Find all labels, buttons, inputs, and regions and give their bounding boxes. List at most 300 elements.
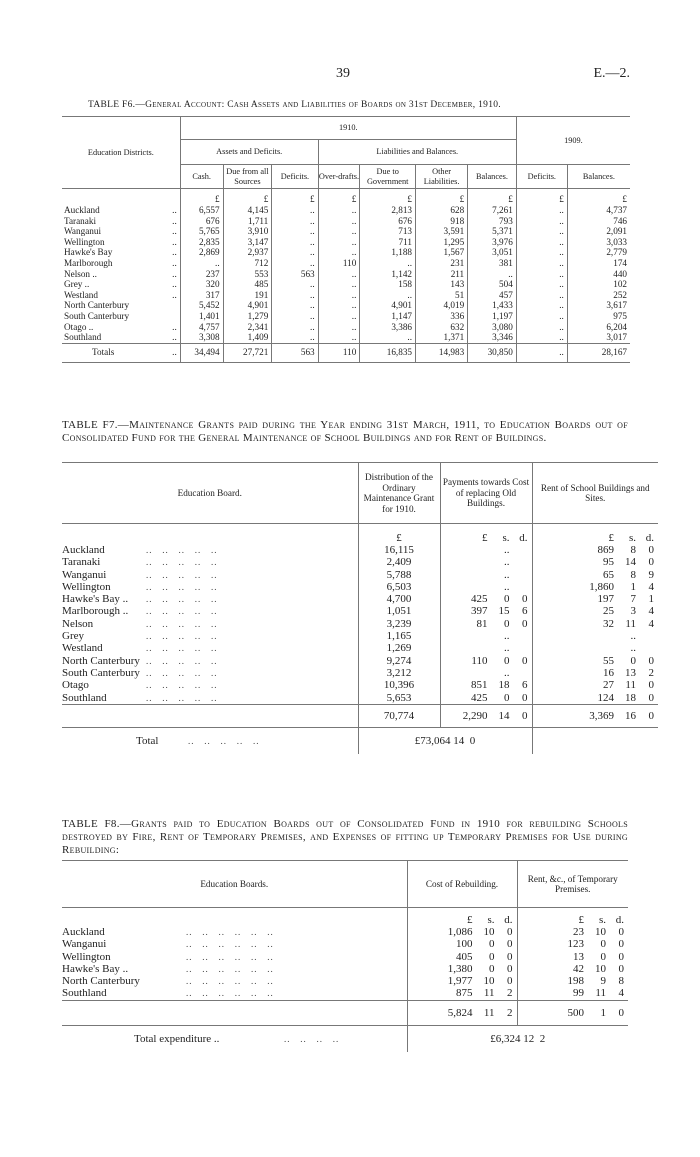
- f7-board-name: Nelson .. .. .. .. ..: [62, 618, 358, 630]
- f6-cell: 5,765: [180, 226, 223, 237]
- f6-cell: 2,813: [360, 205, 416, 216]
- f6-cell: ..: [516, 205, 567, 216]
- f6-cell: ..: [318, 300, 360, 311]
- f6-cell: ..: [318, 290, 360, 301]
- f8-cost-cell: 1,977 10 0: [407, 975, 517, 987]
- table-row: [62, 963, 628, 975]
- f6-cell: 712: [223, 258, 272, 269]
- f6-cell: 553: [223, 269, 272, 280]
- f7-col-rent: Rent of School Buildings and Sites.: [540, 482, 650, 503]
- f7-board-name: Taranaki .. .. .. .. ..: [62, 556, 358, 568]
- f7-distribution-cell: 5,788: [358, 569, 440, 581]
- f7-payment-cell: ..: [440, 556, 532, 568]
- f7-subtotal-distribution: 70,774: [358, 704, 440, 727]
- f7-distribution-cell: 1,165: [358, 630, 440, 642]
- f7-total-row: [62, 727, 658, 754]
- f6-cell: 174: [613, 257, 627, 268]
- f6-cell: 1,711: [223, 216, 272, 227]
- f7-board-name: South Canterbury .. .. .. .. ..: [62, 667, 358, 679]
- f7-unit-lsd: £ s. d.: [608, 531, 654, 544]
- f6-total-cell: ..: [516, 343, 567, 362]
- table-row: [62, 247, 630, 258]
- f8-rent-cell: 13 0 0: [573, 950, 624, 963]
- f6-cell: 485: [223, 279, 272, 290]
- f6-total-cell: 27,721: [223, 343, 272, 362]
- f8-board-name: Hawke's Bay .. .. .. .. .. .. ..: [62, 963, 407, 975]
- f8-cost-cell: 1,086 10 0: [407, 926, 517, 938]
- f7-payment-cell: 425 0 0: [440, 692, 532, 705]
- f6-cell: ..: [468, 269, 517, 280]
- f8-rent-cell: 198 9 8: [567, 975, 624, 988]
- f7-distribution-cell: 1,051: [358, 605, 440, 617]
- f8-total-label: Total expenditure .. .. .. .. ..: [62, 1025, 407, 1052]
- f7-payment-cell: ..: [440, 642, 532, 654]
- f8-cost-cell: 1,380 0 0: [407, 963, 517, 975]
- f8-rent-cell: 42 10 0: [573, 962, 624, 975]
- f6-cell: ..: [272, 226, 318, 237]
- f7-rent-cell: 1,860 1 4: [589, 580, 654, 593]
- f8-board-name: Auckland .. .. .. .. .. ..: [62, 926, 407, 938]
- table-row: [62, 926, 628, 938]
- f8-board-name: Wanganui .. .. .. .. .. ..: [62, 938, 407, 950]
- f8-total-value: £6,324 12 2: [490, 1032, 546, 1045]
- f6-cell: 711: [360, 237, 416, 248]
- f6-cell: 1,433: [468, 300, 517, 311]
- f6-cell: 1,197: [468, 311, 517, 322]
- f6-cell: 381: [468, 258, 517, 269]
- f6-cell: 746: [613, 215, 627, 226]
- f6-cell: 1,279: [223, 311, 272, 322]
- f6-cell: ..: [516, 279, 567, 290]
- f8-subtotal-row: [62, 1000, 628, 1025]
- f8-rent-cell: 99 11 4: [573, 987, 624, 1000]
- f8-unit-lsd: £ s. d.: [407, 908, 517, 927]
- f6-cell: 713: [360, 226, 416, 237]
- f7-board-name: Auckland .. .. .. .. ..: [62, 544, 358, 556]
- f6-col-head: Other Liabilities.: [416, 165, 468, 189]
- f6-cell: 317: [180, 290, 223, 301]
- f6-cell: ..: [272, 300, 318, 311]
- f7-board-name: Southland .. .. .. .. ..: [62, 692, 358, 705]
- f7-board-name: Westland .. .. .. .. ..: [62, 642, 358, 654]
- f6-cell: 191: [223, 290, 272, 301]
- table-f7: [62, 462, 658, 754]
- f6-group-liabilities: Liabilities and Balances.: [318, 140, 516, 165]
- f6-cell: 143: [416, 279, 468, 290]
- table-f7-title: TABLE F7.—Maintenance Grants paid during the Year ending 31st March, 1911, to Education Boards out of Consolidated Fund for the General Maintenance of School Buildings and for Rent of Buildings.: [62, 419, 628, 444]
- f6-district-name: Marlborough ..: [62, 258, 180, 269]
- page-header: [0, 66, 700, 86]
- table-row: [62, 322, 630, 333]
- f6-cell: ..: [318, 269, 360, 280]
- f6-cell: 320: [180, 279, 223, 290]
- f6-district-name: Auckland ..: [62, 205, 180, 216]
- f7-board-name: North Canterbury .. .. .. .. ..: [62, 655, 358, 667]
- f6-cell: 676: [180, 216, 223, 227]
- f6-cell: 3,308: [180, 332, 223, 343]
- f6-cell: 5,452: [180, 300, 223, 311]
- f6-cell: 51: [416, 290, 468, 301]
- f6-cell: ..: [516, 247, 567, 258]
- f8-cost-cell: 405 0 0: [407, 951, 517, 963]
- f6-cell: ..: [318, 332, 360, 343]
- f7-payment-cell: 81 0 0: [440, 618, 532, 630]
- f6-cell: ..: [318, 322, 360, 333]
- f7-unit-pound: £: [358, 524, 440, 545]
- f6-totals-row: [62, 343, 630, 362]
- f6-cell: ..: [516, 216, 567, 227]
- f6-cell: 4,757: [180, 322, 223, 333]
- f7-rent-cell: 65 8 9: [603, 568, 654, 581]
- f6-col-head: Deficits.: [516, 165, 567, 189]
- f7-unit-lsd: £ s. d.: [440, 524, 532, 545]
- f7-payment-cell: ..: [440, 544, 532, 556]
- f7-rent-cell: ..: [630, 630, 636, 643]
- f6-cell: 3,051: [468, 247, 517, 258]
- f6-district-name: Wanganui ..: [62, 226, 180, 237]
- f6-cell: 4,901: [223, 300, 272, 311]
- f6-cell: 2,341: [223, 322, 272, 333]
- f6-total-cell: 34,494: [180, 343, 223, 362]
- f7-payment-cell: 851 18 6: [440, 679, 532, 691]
- table-row: [62, 692, 658, 705]
- table-row: [62, 618, 658, 630]
- f7-board-name: Grey .. .. .. .. ..: [62, 630, 358, 642]
- table-row: [62, 630, 658, 642]
- f6-cell: ..: [516, 269, 567, 280]
- f6-total-cell: 563: [272, 343, 318, 362]
- f6-cell: 440: [613, 268, 627, 279]
- f6-currency-symbol: £: [360, 189, 416, 206]
- f6-cell: 3,386: [360, 322, 416, 333]
- f6-cell: ..: [318, 279, 360, 290]
- f6-totals-label: Totals ..: [62, 343, 180, 362]
- f7-board-name: Marlborough .. .. .. .. .. ..: [62, 605, 358, 617]
- f8-rent-cell: 23 10 0: [573, 926, 624, 938]
- f6-cell: ..: [516, 311, 567, 322]
- f7-col-payments: Payments towards Cost of replacing Old Buildings.: [440, 463, 532, 524]
- f6-cell: 2,835: [180, 237, 223, 248]
- f6-cell: 1,147: [360, 311, 416, 322]
- f6-district-name: Southland ..: [62, 332, 180, 343]
- table-row: [62, 279, 630, 290]
- f6-cell: 3,910: [223, 226, 272, 237]
- f6-cell: ..: [272, 237, 318, 248]
- f8-subtotal-cost: 5,824 11 2: [407, 1000, 517, 1025]
- f6-cell: ..: [360, 332, 416, 343]
- f6-cell: 3,033: [606, 236, 627, 247]
- f6-cell: ..: [318, 216, 360, 227]
- table-row: [62, 269, 630, 280]
- f8-subtotal-rent: 500 1 0: [567, 1006, 624, 1019]
- table-row: [62, 311, 630, 322]
- f6-currency-symbol: £: [223, 189, 272, 206]
- f8-board-name: Wellington .. .. .. .. .. ..: [62, 951, 407, 963]
- f6-cell: 237: [180, 269, 223, 280]
- f6-total-cell: 16,835: [360, 343, 416, 362]
- f7-rent-cell: 25 3 4: [603, 605, 654, 618]
- f6-cell: ..: [272, 205, 318, 216]
- f8-total-row: [62, 1025, 628, 1052]
- f6-year-1909: 1909.: [564, 135, 583, 145]
- table-row: [62, 938, 628, 950]
- f6-col-head: Balances.: [582, 171, 615, 181]
- f6-cell: 6,204: [606, 321, 627, 332]
- f6-cell: ..: [360, 258, 416, 269]
- f6-total-cell: 30,850: [468, 343, 517, 362]
- f6-cell: 110: [318, 258, 360, 269]
- f6-cell: ..: [516, 332, 567, 343]
- page-number: 39: [336, 66, 350, 81]
- f6-cell: 252: [613, 289, 627, 300]
- f6-total-cell: 14,983: [416, 343, 468, 362]
- f8-board-name: North Canterbury .. .. .. .. .. ..: [62, 975, 407, 987]
- f7-rent-cell: 95 14 0: [603, 556, 654, 569]
- f6-total-cell: 110: [318, 343, 360, 362]
- f6-col-head: Due to Government: [360, 165, 416, 189]
- f6-cell: 5,371: [468, 226, 517, 237]
- f6-currency-symbol: £: [468, 189, 517, 206]
- table-row: [62, 655, 658, 667]
- f7-distribution-cell: 4,700: [358, 593, 440, 605]
- f7-distribution-cell: 2,409: [358, 556, 440, 568]
- f6-cell: 7,261: [468, 205, 517, 216]
- f7-col-board: Education Board.: [62, 463, 358, 524]
- f8-cost-cell: 100 0 0: [407, 938, 517, 950]
- f6-cell: 2,091: [606, 226, 627, 237]
- f6-cell: ..: [272, 258, 318, 269]
- f6-cell: ..: [272, 216, 318, 227]
- f8-unit-row: [62, 908, 628, 927]
- f6-currency-symbol: £: [516, 189, 567, 206]
- f6-cell: ..: [516, 226, 567, 237]
- table-row: [62, 237, 630, 248]
- f7-total-label: Total .. .. .. .. ..: [62, 727, 358, 754]
- f6-group-assets: Assets and Deficits.: [180, 140, 318, 165]
- f7-distribution-cell: 6,503: [358, 581, 440, 593]
- f6-currency-symbol: £: [416, 189, 468, 206]
- f7-rent-cell: 869 8 0: [597, 544, 654, 556]
- f6-cell: ..: [516, 322, 567, 333]
- f6-district-name: North Canterbury: [62, 300, 180, 311]
- f6-col-head: Balances.: [468, 165, 517, 189]
- f6-district-name: Wellington ..: [62, 237, 180, 248]
- f6-col-head: Deficits.: [272, 165, 318, 189]
- f6-cell: ..: [516, 258, 567, 269]
- f7-payment-cell: ..: [440, 667, 532, 679]
- table-row: [62, 569, 658, 581]
- f7-payment-cell: ..: [440, 569, 532, 581]
- f6-district-name: Taranaki ..: [62, 216, 180, 227]
- f6-cell: 3,346: [468, 332, 517, 343]
- f6-district-name: Hawke's Bay ..: [62, 247, 180, 258]
- f7-board-name: Otago .. .. .. .. ..: [62, 679, 358, 691]
- table-f8: [62, 860, 628, 1052]
- f6-cell: 4,901: [360, 300, 416, 311]
- f8-col-board: Education Boards.: [62, 861, 407, 908]
- f6-cell: 676: [360, 216, 416, 227]
- table-row: [62, 226, 630, 237]
- f6-col-district: Education Districts.: [62, 117, 180, 189]
- f7-rent-cell: ..: [630, 642, 636, 655]
- f6-cell: ..: [272, 311, 318, 322]
- f6-cell: 231: [416, 258, 468, 269]
- table-row: [62, 205, 630, 216]
- f7-payment-cell: 397 15 6: [440, 605, 532, 617]
- table-row: [62, 593, 658, 605]
- table-row: [62, 258, 630, 269]
- f6-cell: 4,019: [416, 300, 468, 311]
- f8-rent-cell: 123 0 0: [567, 938, 624, 951]
- f6-cell: ..: [272, 322, 318, 333]
- table-row: [62, 975, 628, 987]
- f6-cell: 457: [468, 290, 517, 301]
- f6-cell: 2,779: [606, 247, 627, 258]
- f6-cell: 6,557: [180, 205, 223, 216]
- f7-subtotal-payments: 2,290 14 0: [440, 704, 532, 727]
- f7-board-name: Wellington .. .. .. .. ..: [62, 581, 358, 593]
- f7-payment-cell: 110 0 0: [440, 655, 532, 667]
- f6-cell: 628: [416, 205, 468, 216]
- f6-total-cell: 28,167: [601, 347, 627, 358]
- table-f6: [62, 116, 630, 363]
- f6-currency-symbol: £: [622, 194, 627, 205]
- document-reference: E.—2.: [593, 66, 630, 81]
- table-row: [62, 642, 658, 654]
- table-f6-title: TABLE F6.—General Account: Cash Assets and Liabilities of Boards on 31st December, 1910.: [88, 100, 501, 110]
- f7-subtotal-row: [62, 704, 658, 727]
- f6-cell: 1,142: [360, 269, 416, 280]
- f6-district-name: Nelson .. ..: [62, 269, 180, 280]
- f7-distribution-cell: 9,274: [358, 655, 440, 667]
- f7-subtotal-rent: 3,369 16 0: [589, 709, 654, 722]
- f6-cell: 504: [468, 279, 517, 290]
- f6-cell: ..: [272, 290, 318, 301]
- f6-district-name: Otago .. ..: [62, 322, 180, 333]
- table-row: [62, 581, 658, 593]
- f6-cell: 1,401: [180, 311, 223, 322]
- f7-rent-cell: 16 13 2: [603, 666, 654, 679]
- f6-cell: 211: [416, 269, 468, 280]
- f6-cell: ..: [272, 332, 318, 343]
- f7-rent-cell: 124 18 0: [597, 691, 654, 704]
- f6-cell: 3,080: [468, 322, 517, 333]
- f7-payment-cell: ..: [440, 581, 532, 593]
- f6-cell: 1,295: [416, 237, 468, 248]
- f6-cell: ..: [516, 300, 567, 311]
- f6-cell: 1,567: [416, 247, 468, 258]
- table-row: [62, 605, 658, 617]
- f6-cell: 3,591: [416, 226, 468, 237]
- f6-cell: ..: [516, 290, 567, 301]
- f6-currency-symbol: £: [180, 189, 223, 206]
- f8-cost-cell: 875 11 2: [407, 987, 517, 1000]
- table-row: [62, 216, 630, 227]
- f6-cell: 3,617: [606, 300, 627, 311]
- f6-cell: ..: [360, 290, 416, 301]
- table-row: [62, 667, 658, 679]
- table-row: [62, 544, 658, 556]
- f6-currency-symbol: £: [318, 189, 360, 206]
- f6-cell: 632: [416, 322, 468, 333]
- f6-cell: 975: [613, 310, 627, 321]
- table-row: [62, 987, 628, 1000]
- f7-distribution-cell: 1,269: [358, 642, 440, 654]
- f7-rent-cell: 55 0 0: [603, 654, 654, 667]
- f6-cell: 4,145: [223, 205, 272, 216]
- f8-unit-lsd: £ s. d.: [578, 913, 624, 926]
- f6-cell: 1,188: [360, 247, 416, 258]
- f6-year-1910: 1910.: [180, 117, 516, 140]
- f6-cell: 793: [468, 216, 517, 227]
- f6-col-head: Due from all Sources: [223, 165, 272, 189]
- f7-col-distribution: Distribution of the Ordinary Maintenance Grant for 1910.: [358, 463, 440, 524]
- f6-cell: 3,017: [606, 332, 627, 343]
- f6-district-name: South Canterbury: [62, 311, 180, 322]
- table-row: [62, 951, 628, 963]
- f7-distribution-cell: 10,396: [358, 679, 440, 691]
- f6-cell: 336: [416, 311, 468, 322]
- f7-rent-cell: 197 7 1: [597, 593, 654, 606]
- f6-cell: ..: [318, 311, 360, 322]
- f7-unit-row: [62, 524, 658, 545]
- table-row: [62, 556, 658, 568]
- f6-cell: 563: [272, 269, 318, 280]
- f7-board-name: Wanganui .. .. .. .. ..: [62, 569, 358, 581]
- f8-col-rent: Rent, &c., of Temporary Premises.: [527, 873, 618, 894]
- table-row: [62, 332, 630, 343]
- f6-currency-symbol: £: [272, 189, 318, 206]
- f6-district-name: Grey .. ..: [62, 279, 180, 290]
- f6-cell: ..: [272, 279, 318, 290]
- f6-cell: ..: [318, 226, 360, 237]
- f6-cell: 1,371: [416, 332, 468, 343]
- f7-rent-cell: 32 11 4: [603, 617, 654, 630]
- f6-cell: 1,409: [223, 332, 272, 343]
- f6-cell: ..: [318, 205, 360, 216]
- f6-cell: ..: [180, 258, 223, 269]
- f6-cell: ..: [272, 247, 318, 258]
- table-row: [62, 290, 630, 301]
- table-row: [62, 300, 630, 311]
- f6-currency-row: [62, 189, 630, 206]
- f7-total-value: £73,064 14 0: [358, 727, 532, 754]
- f6-cell: 2,937: [223, 247, 272, 258]
- table-f8-title: TABLE F8.—Grants paid to Education Boards out of Consolidated Fund in 1910 for rebuilding Schools destroyed by Fire, Rent of Temporary Premises, and Expenses of fitting up Temporary Premises for Use during Rebuilding:: [62, 818, 628, 856]
- f7-rent-cell: 27 11 0: [603, 679, 654, 692]
- f6-cell: 4,737: [606, 205, 627, 215]
- f6-cell: 3,976: [468, 237, 517, 248]
- f6-cell: 3,147: [223, 237, 272, 248]
- f7-payment-cell: 425 0 0: [440, 593, 532, 605]
- f7-distribution-cell: 3,239: [358, 618, 440, 630]
- f6-cell: 918: [416, 216, 468, 227]
- table-row: [62, 679, 658, 691]
- f7-distribution-cell: 16,115: [358, 544, 440, 556]
- f8-board-name: Southland .. .. .. .. .. ..: [62, 987, 407, 1000]
- f6-cell: 158: [360, 279, 416, 290]
- f7-board-name: Hawke's Bay .. .. .. .. .. ..: [62, 593, 358, 605]
- f6-cell: 2,869: [180, 247, 223, 258]
- f7-distribution-cell: 3,212: [358, 667, 440, 679]
- f6-district-name: Westland ..: [62, 290, 180, 301]
- f6-col-head: Over-drafts.: [318, 165, 360, 189]
- f8-col-cost: Cost of Rebuilding.: [407, 861, 517, 908]
- f6-cell: ..: [318, 237, 360, 248]
- f6-cell: ..: [318, 247, 360, 258]
- f6-cell: ..: [516, 237, 567, 248]
- f7-distribution-cell: 5,653: [358, 692, 440, 705]
